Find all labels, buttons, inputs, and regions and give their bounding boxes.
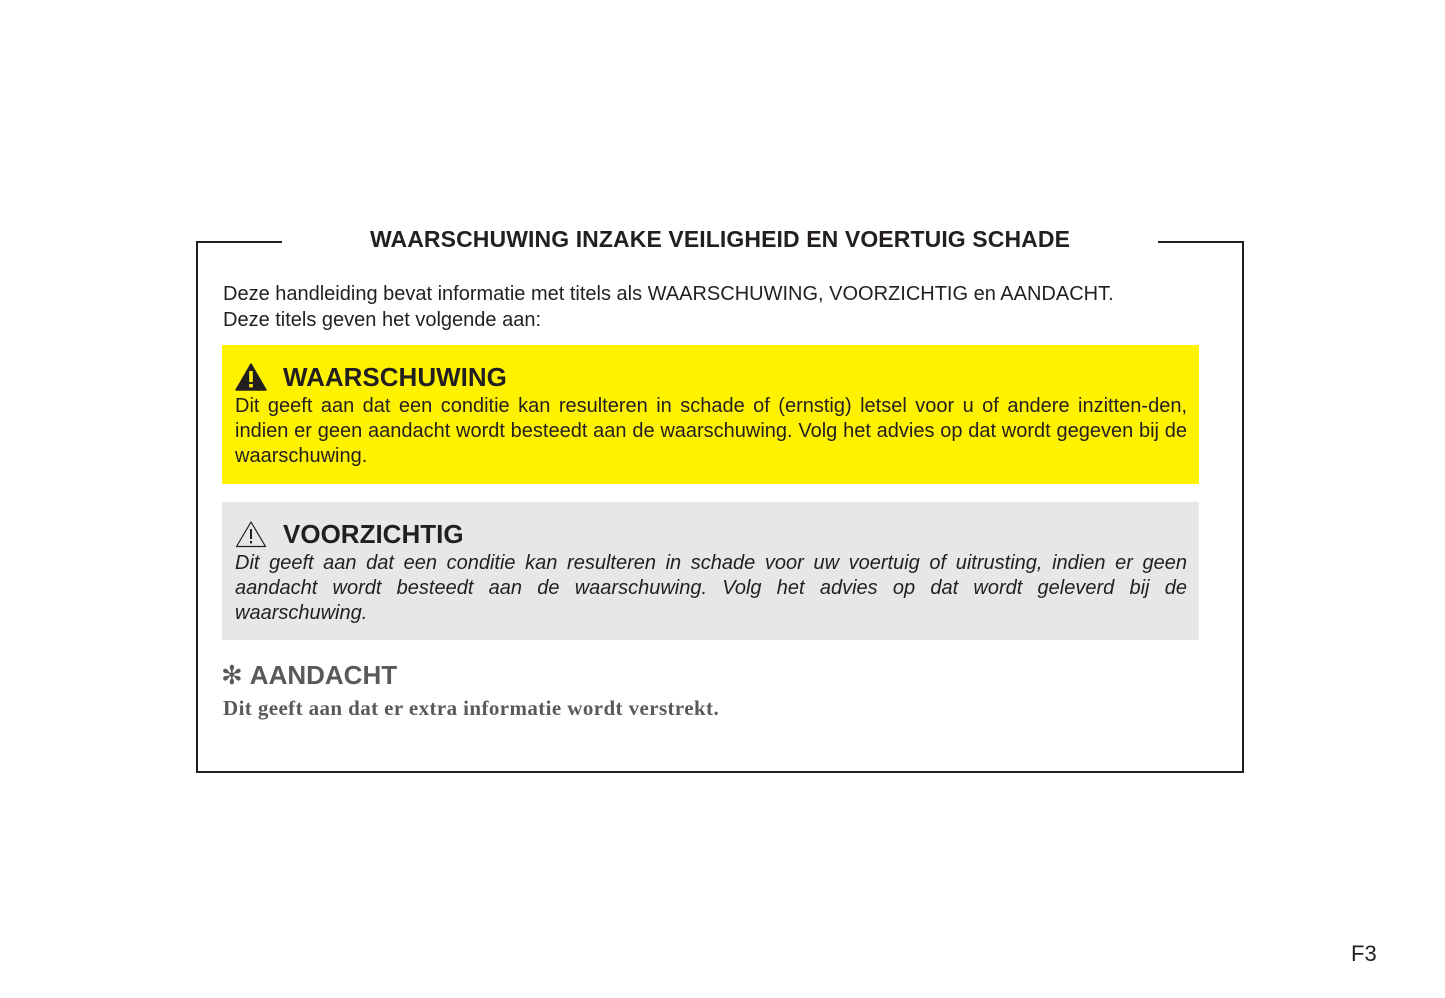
intro-text xyxy=(223,281,1213,333)
note-heading xyxy=(221,658,397,692)
note-label: AANDACHT xyxy=(249,660,398,690)
frame-title: WAARSCHUWING INZAKE VEILIGHEID EN VOERTUIG SCHADE xyxy=(282,224,1158,254)
warning-text: Dit geeft aan dat een conditie kan resulteren in schade of (ernstig) letsel voor u of andere inzitten-den, indien er geen aandacht wordt besteedt aan de waarschuwing. Volg het advies op dat wordt gegeven bij de waarschuwing. xyxy=(235,395,1187,467)
caution-box xyxy=(222,502,1199,640)
caution-heading xyxy=(235,517,1187,551)
warning-box xyxy=(222,345,1199,484)
warning-label: WAARSCHUWING xyxy=(283,362,507,392)
warning-filled-triangle-icon xyxy=(235,363,267,391)
caution-label: VOORZICHTIG xyxy=(283,519,464,549)
caution-text: Dit geeft aan dat een conditie kan resulteren in schade voor uw voertuig of uitrusting, indien er geen aandacht wordt besteedt aan de waarschuwing. Volg het advies op dat wordt geleverd bij de waarschuwing. xyxy=(235,552,1187,624)
caution-outline-triangle-icon xyxy=(235,520,267,548)
note-text: Dit geeft aan dat er extra informatie wordt verstrekt. xyxy=(223,696,720,720)
warning-heading xyxy=(235,360,1187,394)
intro-line-1: Deze handleiding bevat informatie met titels als WAARSCHUWING, VOORZICHTIG en AANDACHT. xyxy=(223,283,1114,305)
intro-line-2: Deze titels geven het volgende aan: xyxy=(223,309,541,331)
page-number: F3 xyxy=(1351,941,1377,966)
asterisk-icon: ✻ xyxy=(221,660,243,690)
